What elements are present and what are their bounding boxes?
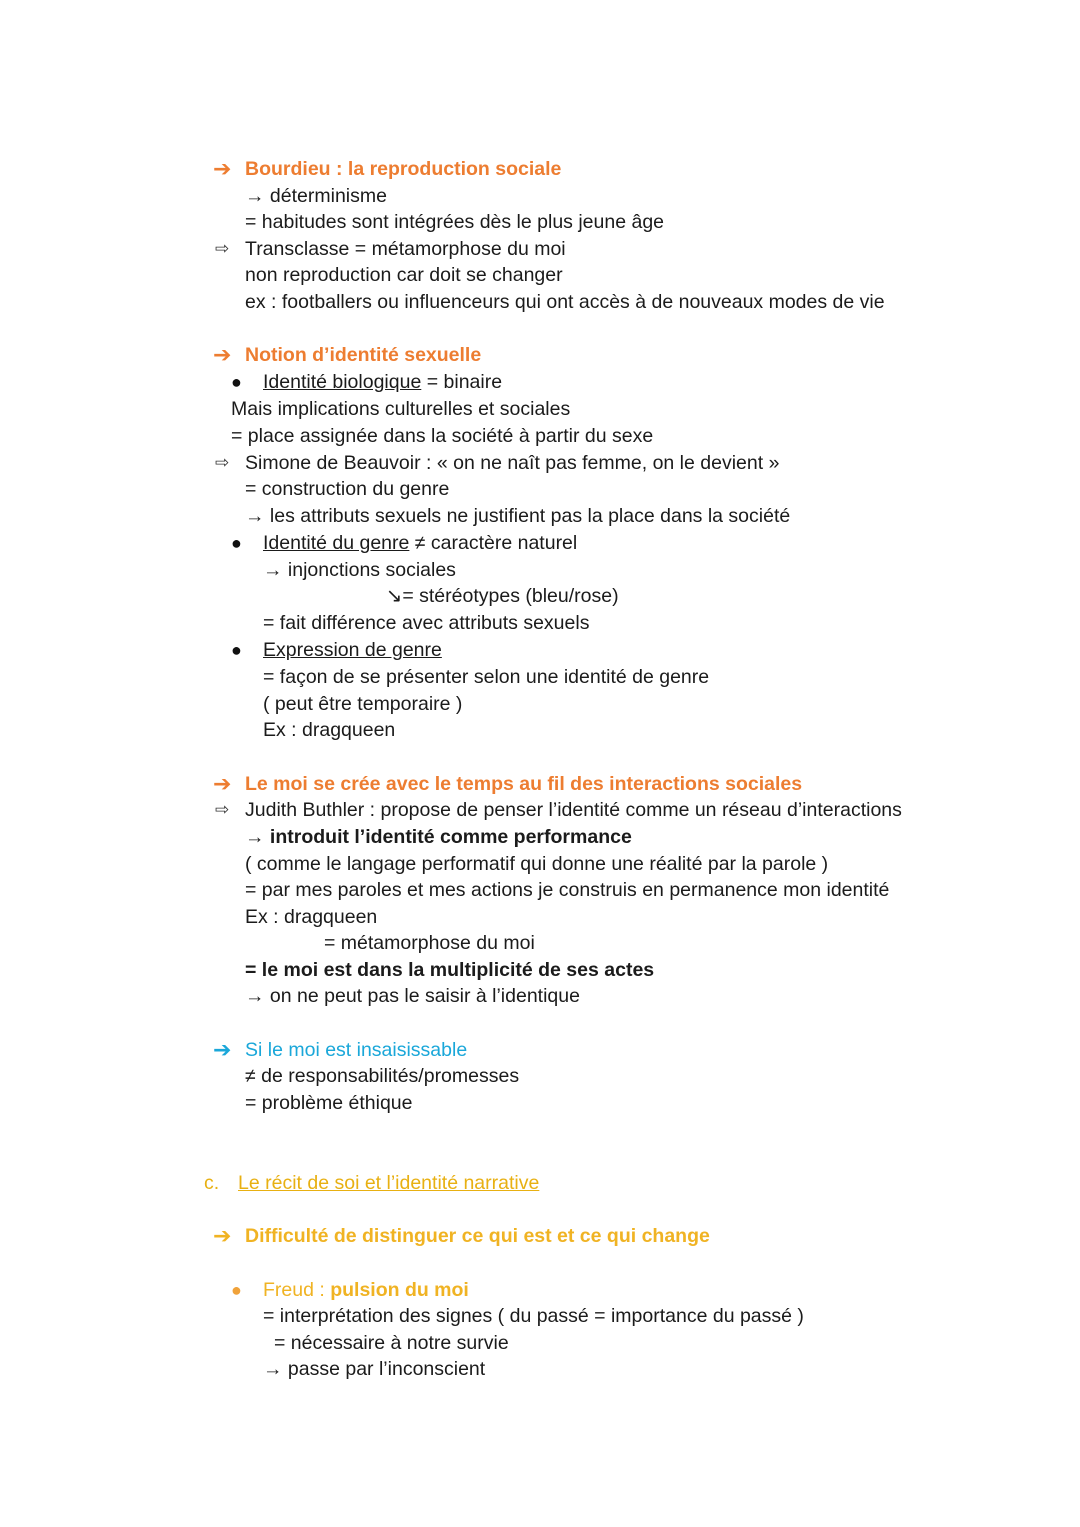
text-line: = habitudes sont intégrées dès le plus jeune âge (245, 211, 665, 233)
text-line: Mais implications culturelles et sociales (231, 398, 571, 420)
bullet-item-freud (263, 1277, 469, 1303)
text-line: ↘= stéréotypes (bleu/rose) (386, 585, 619, 607)
text-line: = fait différence avec attributs sexuels (263, 612, 590, 634)
subsection-heading: Le récit de soi et l’identité narrative (238, 1172, 540, 1194)
text-line: → les attributs sexuels ne justifient pas la place dans la société (245, 505, 791, 527)
section-title-moi: Le moi se crée avec le temps au fil des interactions sociales (245, 773, 803, 795)
name: Freud : (263, 1279, 331, 1301)
text-line: ( peut être temporaire ) (263, 693, 463, 715)
text-line: Simone de Beauvoir : « on ne naît pas femme, on le devient » (245, 452, 780, 474)
bullet-icon: ● (231, 640, 242, 660)
text-line: = place assignée dans la société à partir du sexe (231, 425, 654, 447)
text-line: = nécessaire à notre survie (274, 1332, 509, 1354)
text-line-bold: = le moi est dans la multiplicité de ses actes (245, 959, 655, 981)
text-line: = métamorphose du moi (324, 932, 535, 954)
bullet-icon: ● (231, 533, 242, 553)
section-title-bourdieu: Bourdieu : la reproduction sociale (245, 158, 562, 180)
text-line: non reproduction car doit se changer (245, 264, 563, 286)
bullet-item-biologique (263, 369, 502, 395)
text-line: ex : footballers ou influenceurs qui ont accès à de nouveaux modes de vie (245, 291, 885, 313)
text-line: ≠ de responsabilités/promesses (245, 1065, 520, 1087)
bullet-item-expression: Expression de genre (263, 639, 442, 661)
section-title-recit: Difficulté de distinguer ce qui est et ce qui change (245, 1225, 710, 1247)
section-title-insaisissable: Si le moi est insaisissable (245, 1039, 468, 1061)
text: ≠ caractère naturel (409, 532, 578, 554)
text-line: → injonctions sociales (263, 559, 456, 581)
hollow-arrow-icon: ⇨ (215, 239, 230, 258)
list-label: c. (204, 1172, 220, 1194)
bullet-icon: ● (231, 1280, 242, 1300)
text-line: → déterminisme (245, 185, 387, 207)
section-title-identite: Notion d’identité sexuelle (245, 344, 482, 366)
term: Identité du genre (263, 532, 410, 554)
text-line: → passe par l’inconscient (263, 1358, 486, 1380)
text-line: = construction du genre (245, 478, 450, 500)
text-line: Judith Buthler : propose de penser l’identité comme un réseau d’interactions (245, 799, 902, 821)
text-line: = façon de se présenter selon une identité de genre (263, 666, 710, 688)
text-line: = par mes paroles et mes actions je construis en permanence mon identité (245, 879, 890, 901)
arrow-icon: ➔ (213, 1223, 232, 1248)
bullet-icon: ● (231, 372, 242, 392)
text-line-bold: → introduit l’identité comme performance (245, 826, 632, 848)
arrow-icon: ➔ (213, 156, 232, 181)
hollow-arrow-icon: ⇨ (215, 453, 230, 472)
bullet-item-genre (263, 530, 577, 556)
text-line: Ex : dragqueen (245, 906, 378, 928)
text-line: = interprétation des signes ( du passé = importance du passé ) (263, 1305, 804, 1327)
arrow-icon: ➔ (213, 1037, 232, 1062)
term: Identité biologique (263, 371, 422, 393)
text-line: → on ne peut pas le saisir à l’identique (245, 985, 580, 1007)
text-line: Transclasse = métamorphose du moi (245, 238, 566, 260)
text: = binaire (421, 371, 503, 393)
term: pulsion du moi (330, 1279, 469, 1301)
text-line: ( comme le langage performatif qui donne une réalité par la parole ) (245, 853, 829, 875)
text-line: Ex : dragqueen (263, 719, 396, 741)
arrow-icon: ➔ (213, 342, 232, 367)
arrow-icon: ➔ (213, 771, 232, 796)
hollow-arrow-icon: ⇨ (215, 800, 230, 819)
text-line: = problème éthique (245, 1092, 413, 1114)
